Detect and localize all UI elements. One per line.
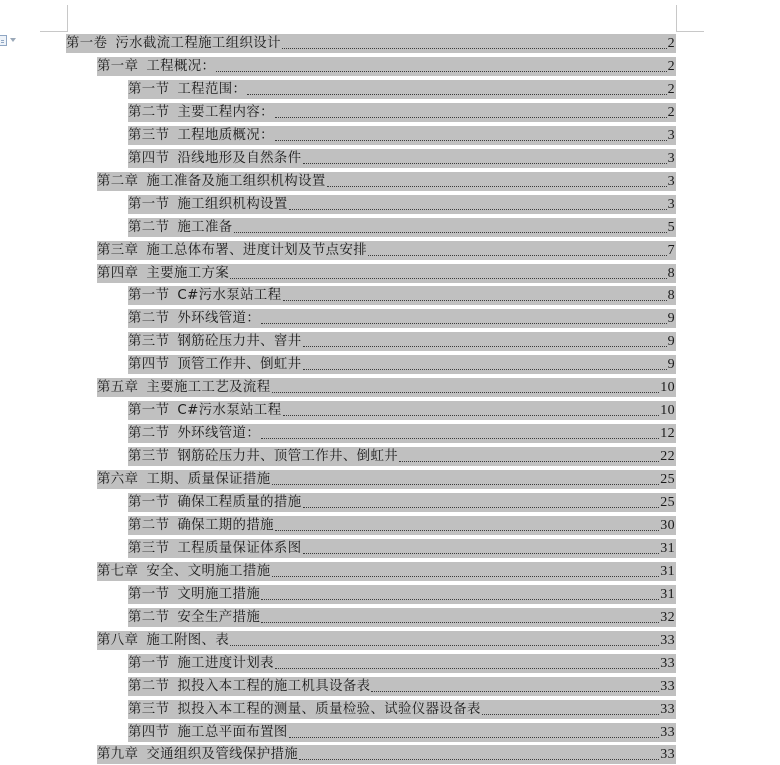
toc-entry-text: 工程地质概况： bbox=[177, 127, 274, 143]
toc-section-entry[interactable] bbox=[128, 286, 676, 305]
margin-guide-top-right bbox=[676, 31, 704, 32]
toc-page-number: 9 bbox=[667, 334, 675, 350]
toc-entry-text: 施工组织机构设置 bbox=[177, 196, 288, 212]
toc-dot-leader bbox=[283, 299, 667, 301]
toc-dot-leader bbox=[289, 208, 667, 210]
toc-dot-leader bbox=[289, 736, 659, 738]
toc-dot-leader bbox=[371, 690, 659, 692]
toc-dot-leader bbox=[275, 529, 659, 531]
toc-dot-leader bbox=[234, 231, 667, 233]
toc-entry-text: 工程范围： bbox=[177, 81, 247, 97]
toc-section-entry[interactable] bbox=[128, 309, 676, 328]
toc-dot-leader bbox=[261, 621, 659, 623]
toc-entry-text: 施工附图、表 bbox=[146, 632, 230, 648]
toc-chapter-entry[interactable] bbox=[97, 172, 676, 191]
toc-entry-label: 第九章 bbox=[97, 747, 139, 763]
toc-entry-title bbox=[128, 151, 302, 167]
toc-dot-leader bbox=[275, 116, 667, 118]
toc-page-number: 5 bbox=[667, 219, 675, 235]
toc-page-number: 30 bbox=[660, 517, 675, 533]
toc-entry-text: C#污水泵站工程 bbox=[177, 403, 282, 419]
toc-entry-title bbox=[97, 633, 229, 649]
toc-chapter-entry[interactable] bbox=[97, 745, 676, 764]
toc-dot-leader bbox=[272, 391, 660, 393]
toc-entry-label: 第一节 bbox=[128, 495, 170, 510]
toc-entry-text: 施工进度计划表 bbox=[177, 655, 274, 671]
toc-dot-leader bbox=[303, 162, 667, 164]
toc-entry-label: 第四节 bbox=[128, 357, 170, 373]
toc-entry-text: 主要施工工艺及流程 bbox=[146, 380, 271, 396]
toc-dot-leader bbox=[275, 139, 667, 141]
toc-page-number: 2 bbox=[667, 104, 675, 120]
toc-entry-label: 第一卷 bbox=[66, 36, 108, 51]
toc-entry-title bbox=[128, 197, 288, 213]
margin-guide-top-left bbox=[40, 31, 68, 32]
toc-section-entry[interactable] bbox=[128, 723, 676, 742]
toc-chapter-entry[interactable] bbox=[97, 470, 676, 489]
toc-dot-leader bbox=[272, 575, 660, 577]
toc-dot-leader bbox=[303, 552, 660, 554]
toc-section-entry[interactable] bbox=[128, 195, 676, 214]
toc-dot-leader bbox=[230, 277, 666, 279]
toc-entry-label: 第四章 bbox=[97, 265, 139, 281]
toc-section-entry[interactable] bbox=[128, 149, 676, 168]
toc-page-number: 3 bbox=[667, 196, 675, 212]
toc-entry-text: 外环线管道： bbox=[177, 311, 261, 327]
toc-entry-text: 工期、质量保证措施 bbox=[146, 472, 271, 488]
toc-entry-label: 第四节 bbox=[128, 150, 170, 166]
toc-entry-title bbox=[128, 128, 274, 144]
toc-page-number: 31 bbox=[660, 563, 675, 579]
toc-entry-text: 施工准备 bbox=[177, 219, 233, 235]
toc-entry-label: 第三节 bbox=[128, 334, 170, 350]
toc-entry-title bbox=[128, 656, 274, 672]
toc-entry-label: 第一节 bbox=[128, 196, 170, 212]
toc-entry-label: 第三节 bbox=[128, 540, 170, 556]
toc-page-number: 33 bbox=[660, 678, 675, 694]
toc-page-number: 3 bbox=[667, 173, 675, 189]
toc-entry-text: 工程质量保证体系图 bbox=[177, 540, 302, 556]
toc-entry-label: 第一节 bbox=[128, 403, 170, 419]
toc-page-number: 2 bbox=[667, 81, 675, 97]
toc-page-number: 33 bbox=[660, 724, 675, 740]
toc-page-number: 8 bbox=[667, 288, 675, 304]
margin-guide-top-left bbox=[67, 5, 68, 32]
toc-entry-label: 第一节 bbox=[128, 81, 170, 97]
toc-entry-label: 第一章 bbox=[97, 58, 139, 74]
toc-entry-title bbox=[128, 105, 274, 121]
toc-dot-leader bbox=[216, 70, 666, 72]
toc-entry-title bbox=[128, 357, 302, 373]
toc-page-number: 33 bbox=[660, 701, 675, 717]
toc-entry-text: 工程概况： bbox=[146, 58, 216, 74]
toc-dot-leader bbox=[482, 713, 659, 715]
toc-section-entry[interactable] bbox=[128, 516, 676, 535]
toc-entry-title bbox=[128, 426, 260, 442]
toc-entry-label: 第二节 bbox=[128, 104, 170, 120]
toc-entry-label: 第三节 bbox=[128, 127, 170, 143]
toc-dot-leader bbox=[282, 47, 667, 49]
toc-page-number: 8 bbox=[667, 265, 675, 281]
toc-section-entry[interactable] bbox=[128, 218, 676, 237]
toc-section-entry[interactable] bbox=[128, 126, 676, 145]
toc-chapter-entry[interactable] bbox=[97, 631, 676, 650]
toc-dot-leader bbox=[272, 483, 660, 485]
toc-entry-text: 沿线地形及自然条件 bbox=[177, 150, 302, 166]
toc-section-entry[interactable] bbox=[128, 608, 676, 627]
toc-entry-title bbox=[128, 311, 260, 327]
toc-entry-text: 钢筋砼压力井、窨井 bbox=[177, 334, 302, 350]
toc-entry-title bbox=[128, 495, 302, 511]
toc-entry-text: 施工总体布署、进度计划及节点安排 bbox=[146, 242, 368, 258]
toc-page-number: 25 bbox=[660, 472, 675, 488]
toc-dot-leader bbox=[275, 667, 659, 669]
toc-entry-text: 顶管工作井、倒虹井 bbox=[177, 357, 302, 373]
toc-page-number: 10 bbox=[660, 380, 675, 396]
toc-entry-title bbox=[128, 334, 302, 350]
toc-entry-title bbox=[97, 174, 326, 190]
toc-entry-title bbox=[128, 403, 282, 419]
toc-chapter-entry[interactable] bbox=[97, 57, 676, 76]
toc-section-entry[interactable] bbox=[128, 103, 676, 122]
toc-volume-entry[interactable] bbox=[66, 34, 676, 53]
toc-page-number: 22 bbox=[660, 449, 675, 465]
toc-dot-leader bbox=[230, 644, 659, 646]
toc-entry-label: 第五章 bbox=[97, 380, 139, 396]
toc-entry-title bbox=[128, 82, 246, 98]
toc-section-entry[interactable] bbox=[128, 539, 676, 558]
toc-entry-title bbox=[97, 266, 229, 282]
toc-page-number: 9 bbox=[667, 357, 675, 373]
toc-entry-label: 第二节 bbox=[128, 609, 170, 625]
toc-entry-title bbox=[97, 472, 271, 488]
toc-section-entry[interactable] bbox=[128, 332, 676, 351]
toc-entry-label: 第一节 bbox=[128, 288, 170, 304]
toc-section-entry[interactable] bbox=[128, 493, 676, 512]
toc-dot-leader bbox=[327, 185, 667, 187]
toc-entry-title bbox=[128, 702, 481, 718]
toc-entry-title bbox=[97, 380, 271, 396]
toc-dot-leader bbox=[299, 758, 659, 760]
toc-entry-title bbox=[128, 449, 398, 465]
toc-section-entry[interactable] bbox=[128, 355, 676, 374]
toc-page-number: 2 bbox=[667, 36, 675, 51]
toc-entry-label: 第二节 bbox=[128, 517, 170, 533]
toc-dot-leader bbox=[303, 368, 667, 370]
toc-page-number: 12 bbox=[660, 426, 675, 442]
toc-entry-text: 施工准备及施工组织机构设置 bbox=[146, 173, 326, 189]
toc-entry-label: 第三节 bbox=[128, 449, 170, 465]
paragraph-layout-icon[interactable] bbox=[0, 33, 24, 47]
toc-section-entry[interactable] bbox=[128, 654, 676, 673]
chevron-down-icon bbox=[10, 38, 16, 42]
toc-entry-title bbox=[128, 725, 288, 741]
toc-entry-label: 第七章 bbox=[97, 563, 139, 579]
toc-entry-label: 第二节 bbox=[128, 311, 170, 327]
toc-page-number: 9 bbox=[667, 311, 675, 327]
toc-entry-title bbox=[97, 564, 271, 580]
toc-entry-text: 安全、文明施工措施 bbox=[146, 563, 271, 579]
toc-page-number: 3 bbox=[667, 127, 675, 143]
toc-section-entry[interactable] bbox=[128, 677, 676, 696]
toc-entry-label: 第二节 bbox=[128, 219, 170, 235]
toc-entry-text: C#污水泵站工程 bbox=[177, 288, 282, 304]
toc-entry-text: 确保工程质量的措施 bbox=[177, 495, 302, 510]
toc-entry-text: 拟投入本工程的测量、质量检验、试验仪器设备表 bbox=[177, 701, 481, 717]
toc-chapter-entry[interactable] bbox=[97, 241, 676, 260]
toc-page-number: 33 bbox=[660, 632, 675, 648]
toc-dot-leader bbox=[283, 414, 660, 416]
toc-dot-leader bbox=[303, 345, 667, 347]
toc-entry-text: 外环线管道： bbox=[177, 426, 261, 442]
toc-page-number: 33 bbox=[660, 655, 675, 671]
toc-page-number: 31 bbox=[660, 540, 675, 556]
toc-entry-text: 污水截流工程施工组织设计 bbox=[115, 36, 281, 51]
toc-entry-label: 第三节 bbox=[128, 701, 170, 717]
toc-entry-label: 第三章 bbox=[97, 242, 139, 258]
toc-page-number: 33 bbox=[660, 747, 675, 763]
toc-entry-title bbox=[128, 610, 260, 626]
toc-page-number: 32 bbox=[660, 609, 675, 625]
toc-entry-text: 安全生产措施 bbox=[177, 609, 261, 625]
toc-entry-title bbox=[128, 518, 274, 534]
toc-page-number: 31 bbox=[660, 586, 675, 602]
toc-entry-text: 主要工程内容： bbox=[177, 104, 274, 120]
toc-page-number: 7 bbox=[667, 242, 675, 258]
toc-dot-leader bbox=[399, 460, 659, 462]
toc-entry-text: 文明施工措施 bbox=[177, 586, 261, 602]
toc-entry-title bbox=[97, 747, 298, 763]
toc-entry-title bbox=[128, 587, 260, 603]
toc-entry-title bbox=[128, 220, 233, 236]
toc-chapter-entry[interactable] bbox=[97, 378, 676, 397]
toc-entry-label: 第六章 bbox=[97, 472, 139, 488]
toc-entry-label: 第二章 bbox=[97, 173, 139, 189]
toc-entry-title bbox=[128, 288, 282, 304]
toc-dot-leader bbox=[303, 506, 660, 508]
toc-entry-text: 交通组织及管线保护措施 bbox=[146, 747, 299, 763]
toc-entry-label: 第一节 bbox=[128, 655, 170, 671]
toc-entry-text: 主要施工方案 bbox=[146, 265, 230, 281]
toc-entry-label: 第四节 bbox=[128, 724, 170, 740]
toc-section-entry[interactable] bbox=[128, 424, 676, 443]
toc-entry-text: 拟投入本工程的施工机具设备表 bbox=[177, 678, 371, 694]
document-icon bbox=[0, 35, 7, 46]
toc-entry-label: 第二节 bbox=[128, 678, 170, 694]
toc-page-number: 3 bbox=[667, 150, 675, 166]
toc-entry-text: 确保工期的措施 bbox=[177, 517, 274, 533]
toc-dot-leader bbox=[261, 437, 659, 439]
toc-section-entry[interactable] bbox=[128, 80, 676, 99]
toc-entry-title bbox=[97, 59, 215, 75]
toc-entry-title bbox=[128, 679, 370, 695]
toc-chapter-entry[interactable] bbox=[97, 264, 676, 283]
toc-page-number: 2 bbox=[667, 58, 675, 74]
toc-page-number: 25 bbox=[660, 495, 675, 510]
toc-section-entry[interactable] bbox=[128, 401, 676, 420]
toc-page-number: 10 bbox=[660, 403, 675, 419]
toc-chapter-entry[interactable] bbox=[97, 562, 676, 581]
toc-entry-title bbox=[128, 541, 302, 557]
toc-dot-leader bbox=[261, 598, 659, 600]
toc-entry-label: 第八章 bbox=[97, 632, 139, 648]
toc-section-entry[interactable] bbox=[128, 447, 676, 466]
toc-entry-title bbox=[97, 243, 367, 259]
toc-dot-leader bbox=[368, 254, 667, 256]
toc-section-entry[interactable] bbox=[128, 700, 676, 719]
toc-entry-text: 钢筋砼压力井、顶管工作井、倒虹井 bbox=[177, 449, 399, 465]
toc-entry-label: 第一节 bbox=[128, 586, 170, 602]
toc-section-entry[interactable] bbox=[128, 585, 676, 604]
toc-entry-text: 施工总平面布置图 bbox=[177, 724, 288, 740]
toc-dot-leader bbox=[261, 322, 666, 324]
toc-entry-title bbox=[66, 36, 281, 52]
toc-entry-label: 第二节 bbox=[128, 426, 170, 442]
margin-guide-top-right bbox=[676, 5, 677, 32]
toc-dot-leader bbox=[247, 93, 666, 95]
